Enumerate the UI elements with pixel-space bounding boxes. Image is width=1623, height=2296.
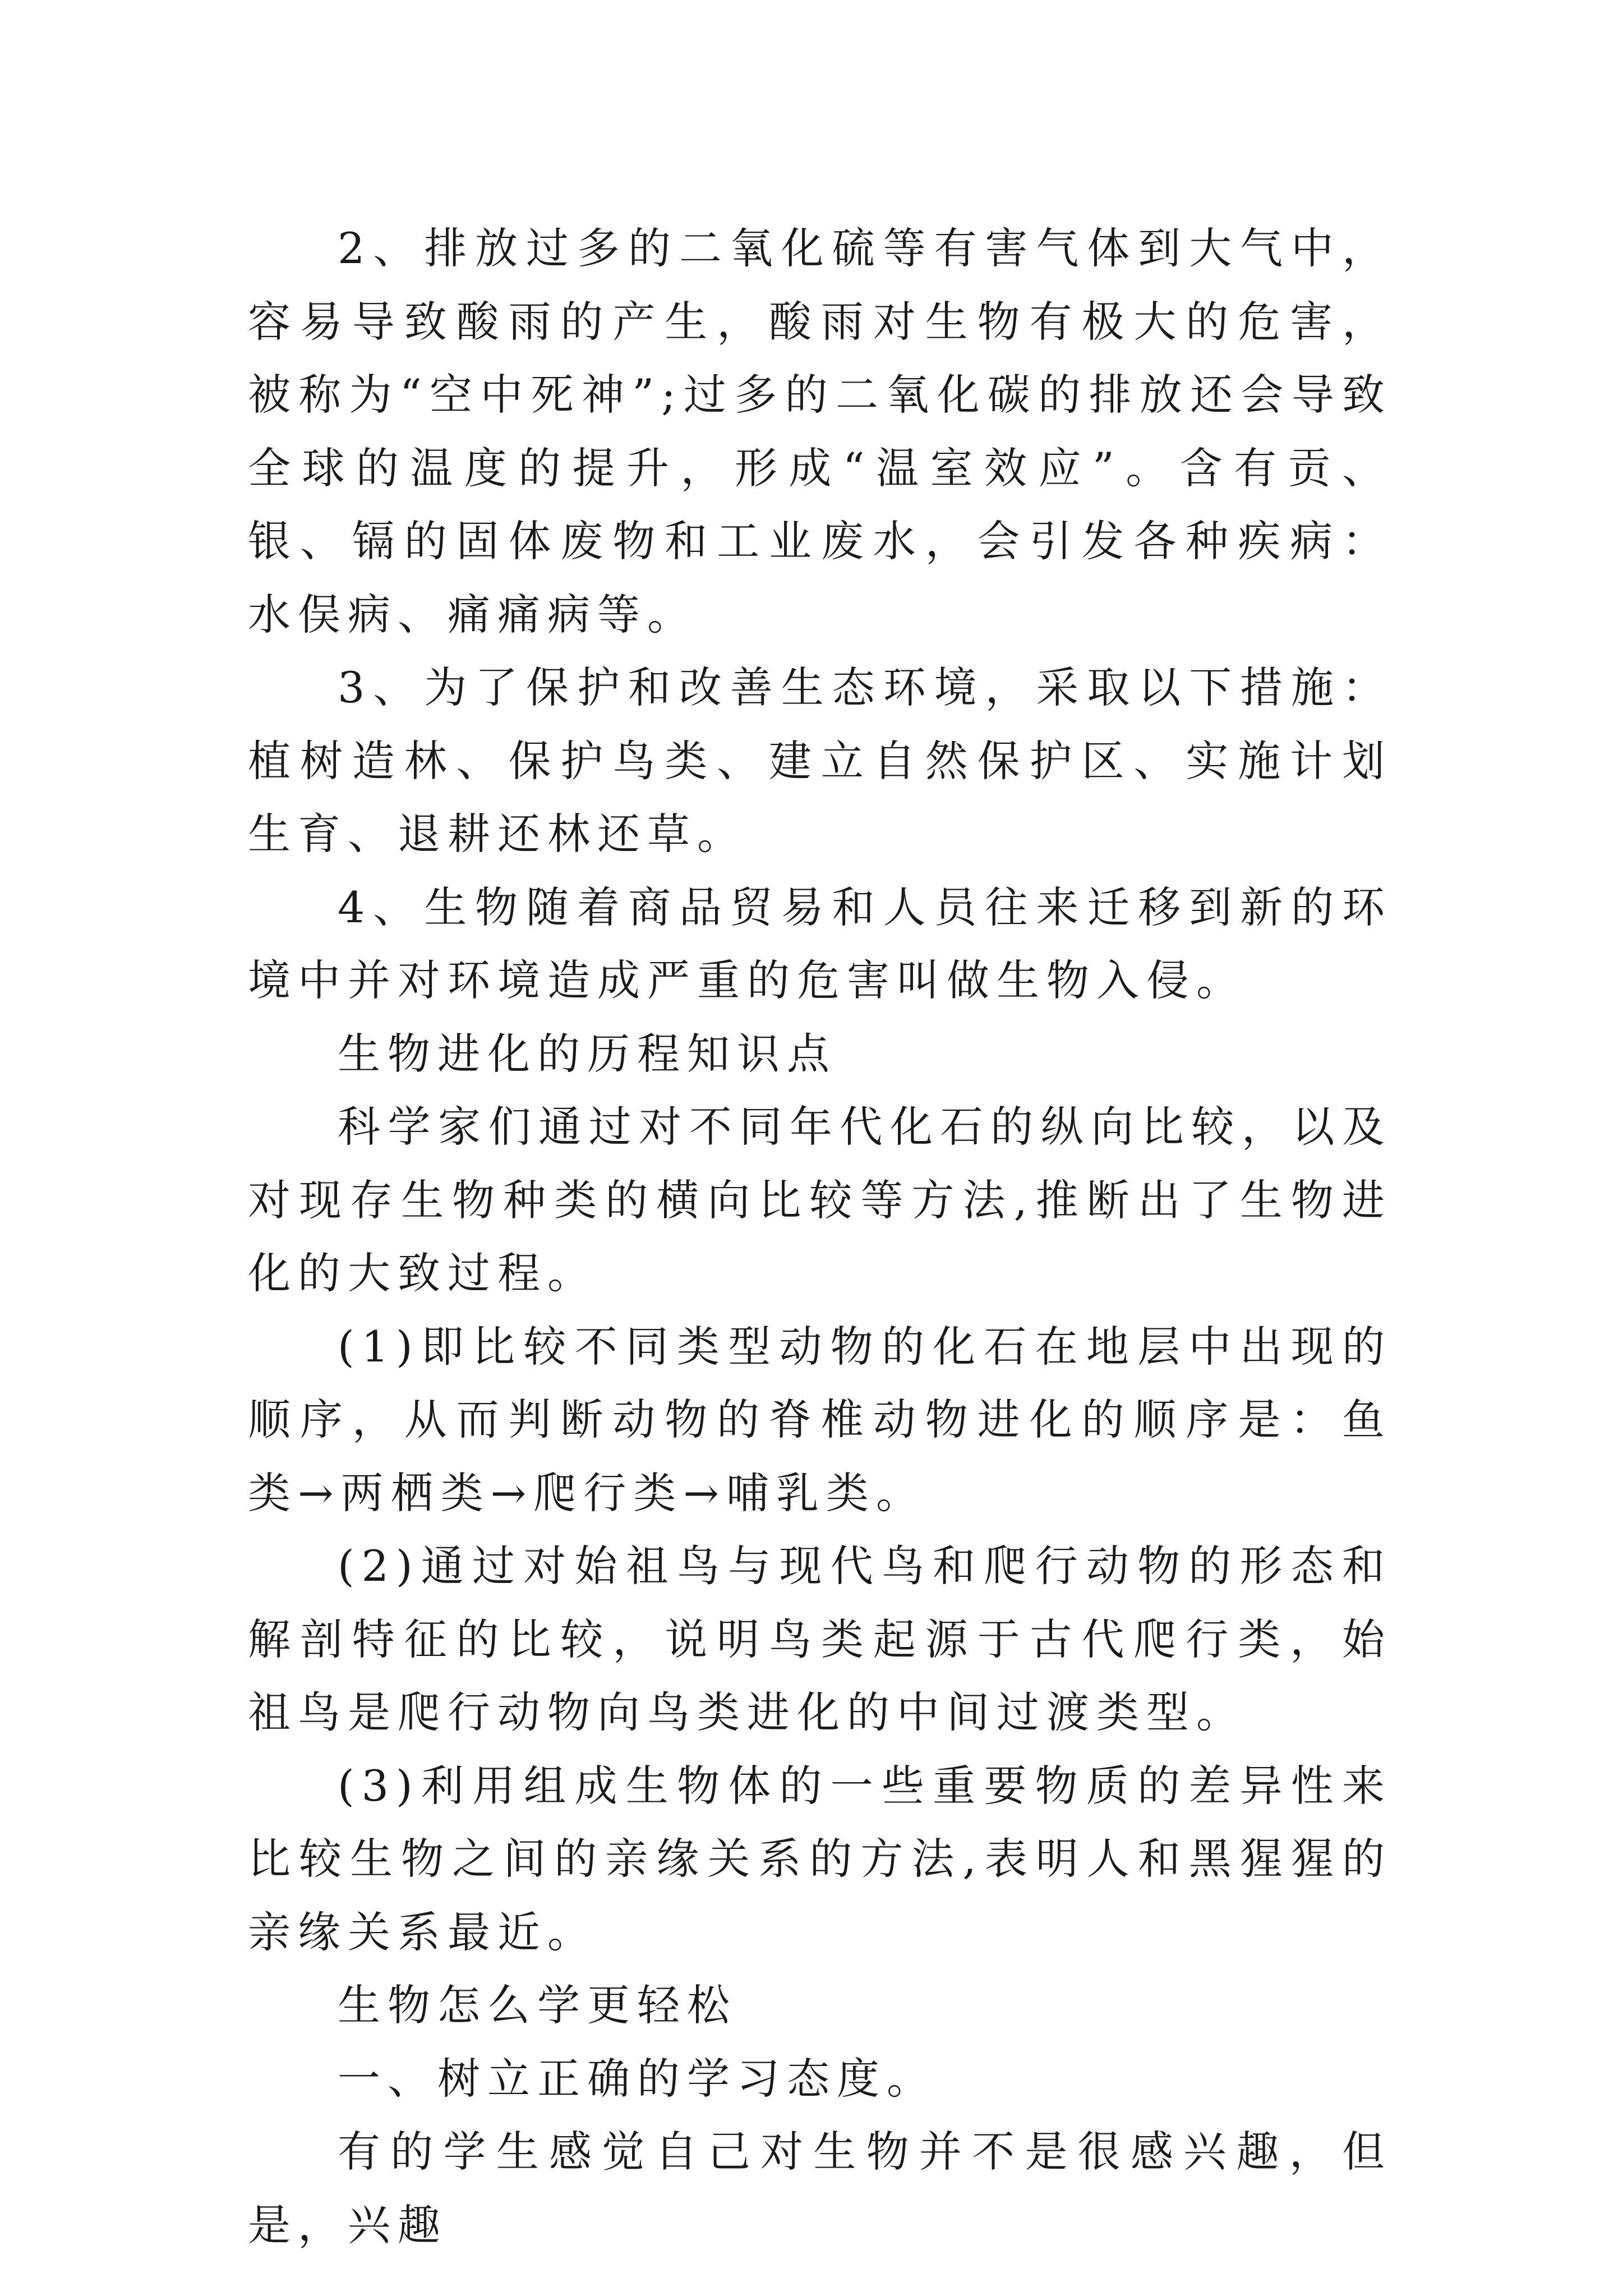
section-heading-evolution: 生物进化的历程知识点 (338, 1028, 837, 1079)
paragraph-biological-invasion: 4、生物随着商品贸易和人员往来迁移到新的环境中并对环境造成严重的危害叫做生物入侵。 (248, 882, 1392, 1005)
paragraph-evolution-point-3: (3)利用组成生物体的一些重要物质的差异性来比较生物之间的亲缘关系的方法,表明人和黑猩猩的亲缘关系最近。 (248, 1760, 1392, 1957)
paragraph-pollution: 2、排放过多的二氧化硫等有害气体到大气中，容易导致酸雨的产生，酸雨对生物有极大的危害，被称为“空中死神”;过多的二氧化碳的排放还会导致全球的温度的提升，形成“温室效应”。含有贡、银、镉的固体废物和工业废水，会引发各种疾病：水俣病、痛痛病等。 (248, 223, 1392, 639)
document-body (248, 212, 1392, 2262)
paragraph-interest: 有的学生感觉自己对生物并不是很感兴趣，但是，兴趣 (248, 2127, 1392, 2250)
paragraph-evolution-point-1: (1)即比较不同类型动物的化石在地层中出现的顺序，从而判断动物的脊椎动物进化的顺序是：鱼类→两栖类→爬行类→哺乳类。 (248, 1321, 1392, 1518)
section-heading-study-tips: 生物怎么学更轻松 (338, 1980, 737, 2030)
subheading-attitude: 一、树立正确的学习态度。 (338, 2053, 937, 2104)
paragraph-protection-measures: 3、为了保护和改善生态环境，采取以下措施：植树造林、保护鸟类、建立自然保护区、实施计划生育、退耕还林还草。 (248, 662, 1392, 859)
paragraph-evolution-intro: 科学家们通过对不同年代化石的纵向比较，以及对现存生物种类的横向比较等方法,推断出了生物进化的大致过程。 (248, 1102, 1392, 1298)
paragraph-evolution-point-2: (2)通过对始祖鸟与现代鸟和爬行动物的形态和解剖特征的比较，说明鸟类起源于古代爬行类，始祖鸟是爬行动物向鸟类进化的中间过渡类型。 (248, 1541, 1392, 1737)
